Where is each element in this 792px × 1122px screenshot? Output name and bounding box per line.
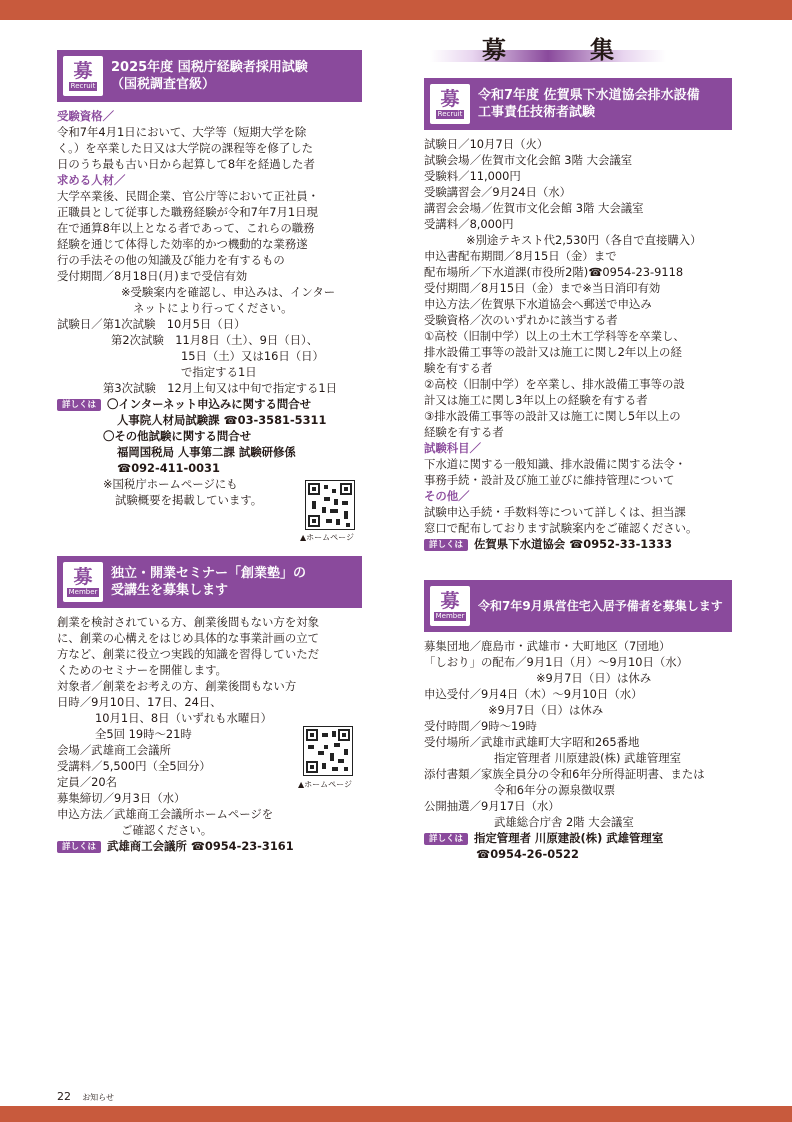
right-column bbox=[424, 78, 732, 552]
text-line: 受験資格／ bbox=[57, 109, 114, 123]
recruit-badge bbox=[430, 84, 470, 124]
badge-kanji: 募 bbox=[440, 88, 460, 110]
badge-kanji: 募 bbox=[73, 566, 93, 588]
text-line: 指定管理者 川原建設(株) 武雄管理室 bbox=[494, 751, 681, 765]
badge-kanji: 募 bbox=[440, 590, 460, 612]
contact-line bbox=[57, 838, 362, 854]
text-line: ご確認ください。 bbox=[121, 823, 213, 837]
text-line: 試験会場／佐賀市文化会館 3階 大会議室 bbox=[424, 153, 633, 167]
text-line: 申込方法／武雄商工会議所ホームページを bbox=[57, 807, 274, 821]
text-line: 申込書配布期間／8月15日（金）まで bbox=[424, 249, 617, 263]
left-column bbox=[57, 50, 362, 508]
text-line: 方など、創業に役立つ実践的知識を習得していただ bbox=[57, 647, 319, 661]
bottom-color-bar bbox=[0, 1106, 792, 1122]
qr-code-nta[interactable] bbox=[305, 480, 355, 530]
text-line: 行の手法その他の知識及び能力を有するもの bbox=[57, 253, 285, 267]
text-line: 受講料／8,000円 bbox=[424, 217, 514, 231]
text-line: 受験講習会／9月24日（水） bbox=[424, 185, 572, 199]
text-line: 験を有する者 bbox=[424, 361, 493, 375]
badge-label: Member bbox=[435, 612, 465, 620]
contact-line: 〇その他試験に関する問合せ bbox=[103, 429, 252, 443]
text-line: で指定する1日 bbox=[181, 365, 257, 379]
section-name: お知らせ bbox=[82, 1093, 114, 1102]
badge-label: Recruit bbox=[437, 110, 463, 118]
text-line: ※9月7日（日）は休み bbox=[488, 703, 604, 717]
text-line: 大学卒業後、民間企業、官公庁等において正社員・ bbox=[57, 189, 319, 203]
text-line: ③排水設備工事等の設計又は施工に関し5年以上の bbox=[424, 409, 681, 423]
article-body-housing bbox=[424, 638, 732, 862]
text-line: 受講料／5,500円（全5回分） bbox=[57, 759, 211, 773]
section-header bbox=[430, 30, 666, 66]
text-line: 試験日／10月7日（火） bbox=[424, 137, 549, 151]
text-line: 配布場所／下水道課(市役所2階)☎0954-23-9118 bbox=[424, 265, 684, 279]
qr-code-seminar[interactable] bbox=[303, 726, 353, 776]
text-line: 受付期間／8月15日（金）まで※当日消印有効 bbox=[424, 281, 661, 295]
article-subtitle: 工事責任技術者試験 bbox=[478, 105, 596, 120]
article-title: 独立・開業セミナー「創業塾」の bbox=[111, 566, 307, 581]
contact-line bbox=[424, 830, 732, 846]
details-label: 詳しくは bbox=[57, 841, 101, 853]
details-label: 詳しくは bbox=[424, 539, 468, 551]
article-header-tax-exam bbox=[57, 50, 362, 102]
text-line: 下水道に関する一般知識、排水設備に関する法令・ bbox=[424, 457, 686, 471]
text-line: 事務手続・設計及び施工並びに維持管理について bbox=[424, 473, 675, 487]
text-line: 受験料／11,000円 bbox=[424, 169, 521, 183]
contact-line: ☎092-411-0031 bbox=[117, 461, 220, 475]
text-line: に、創業の心構えをはじめ具体的な事業計画の立て bbox=[57, 631, 319, 645]
article-subtitle: 受講生を募集します bbox=[111, 583, 229, 598]
text-line: 募集団地／鹿島市・武雄市・大町地区（7団地） bbox=[424, 639, 671, 653]
badge-kanji: 募 bbox=[73, 60, 93, 82]
section-title: 募 集 bbox=[482, 36, 644, 64]
badge-label: Member bbox=[68, 588, 98, 596]
text-line: 受付場所／武雄市武雄町大字昭和265番地 bbox=[424, 735, 640, 749]
text-line: 創業を検討されている方、創業後間もない方を対象 bbox=[57, 615, 319, 629]
text-line: 経験を通じて体得した効率的かつ機動的な業務遂 bbox=[57, 237, 308, 251]
text-line: 日のうち最も古い日から起算して8年を経過した者 bbox=[57, 157, 315, 171]
right-column-2 bbox=[424, 580, 732, 862]
text-line: ②高校（旧制中学）を卒業し、排水設備工事等の設 bbox=[424, 377, 685, 391]
text-line: 排水設備工事等の設計又は施工に関し2年以上の経 bbox=[424, 345, 682, 359]
text-line: 対象者／創業をお考えの方、創業後間もない方 bbox=[57, 679, 297, 693]
text-line: 求める人材／ bbox=[57, 173, 126, 187]
text-line: 試験申込手続・手数料等について詳しくは、担当課 bbox=[424, 505, 686, 519]
qr-caption: ▲ホームページ bbox=[300, 533, 354, 542]
text-line: 受付期間／8月18日(月)まで受信有効 bbox=[57, 269, 248, 283]
article-body-tax-exam bbox=[57, 108, 362, 508]
text-line: 武雄総合庁舎 2階 大会議室 bbox=[494, 815, 634, 829]
text-line: 試験日／第1次試験 10月5日（日） bbox=[57, 317, 246, 331]
page-footer bbox=[57, 1090, 114, 1103]
contact-text: 指定管理者 川原建設(株) 武雄管理室 bbox=[474, 831, 664, 845]
details-label: 詳しくは bbox=[57, 399, 101, 411]
text-line: ※国税庁ホームページにも bbox=[103, 477, 238, 491]
contact-line: ☎0954-26-0522 bbox=[476, 847, 579, 861]
text-line: 計又は施工に関し3年以上の経験を有する者 bbox=[424, 393, 648, 407]
text-line: 定員／20名 bbox=[57, 775, 118, 789]
contact-text: 〇インターネット申込みに関する問合せ bbox=[107, 397, 312, 411]
text-line: 令和7年4月1日において、大学等（短期大学を除 bbox=[57, 125, 307, 139]
article-header-seminar bbox=[57, 556, 362, 608]
article-title: 令和7年度 佐賀県下水道協会排水設備 bbox=[478, 88, 700, 103]
qr-caption: ▲ホームページ bbox=[298, 780, 352, 789]
text-line: 受験資格／次のいずれかに該当する者 bbox=[424, 313, 618, 327]
text-line: ネットにより行ってください。 bbox=[133, 301, 293, 315]
member-badge bbox=[430, 586, 470, 626]
text-line: 10月1日、8日（いずれも水曜日） bbox=[95, 711, 273, 725]
article-header-sewer-exam bbox=[424, 78, 732, 130]
contact-line: 福岡国税局 人事第二課 試験研修係 bbox=[117, 445, 296, 459]
badge-label: Recruit bbox=[70, 82, 96, 90]
text-line: 正職員として従事した職務経験が令和7年7月1日現 bbox=[57, 205, 318, 219]
text-line: 窓口で配布しております試験案内をご確認ください。 bbox=[424, 521, 698, 535]
text-line: 募集締切／9月3日（水） bbox=[57, 791, 186, 805]
contact-line: 人事院人材局試験課 ☎03-3581-5311 bbox=[117, 413, 327, 427]
article-body-sewer-exam bbox=[424, 136, 732, 552]
text-line: 15日（土）又は16日（日） bbox=[181, 349, 324, 363]
text-line: くためのセミナーを開催します。 bbox=[57, 663, 227, 677]
article-title: 2025年度 国税庁経験者採用試験 bbox=[111, 60, 308, 75]
text-line: 会場／武雄商工会議所 bbox=[57, 743, 171, 757]
text-line: ※別途テキスト代2,530円（各自で直接購入） bbox=[466, 233, 702, 247]
text-line: 申込方法／佐賀県下水道協会へ郵送で申込み bbox=[424, 297, 652, 311]
text-line: 在で通算8年以上となる者であって、これらの職務 bbox=[57, 221, 315, 235]
text-line: 経験を有する者 bbox=[424, 425, 504, 439]
top-color-bar bbox=[0, 0, 792, 20]
left-column-2 bbox=[57, 556, 362, 854]
text-line: 第3次試験 12月上旬又は中旬で指定する1日 bbox=[103, 381, 338, 395]
recruit-badge bbox=[63, 56, 103, 96]
text-line: 講習会会場／佐賀市文化会館 3階 大会議室 bbox=[424, 201, 644, 215]
text-line: ①高校（旧制中学）以上の土木工学科等を卒業し、 bbox=[424, 329, 685, 343]
article-header-housing bbox=[424, 580, 732, 632]
article-title: 令和7年9月県営住宅入居予備者を募集します bbox=[478, 598, 723, 613]
text-line: 「しおり」の配布／9月1日（月）～9月10日（水） bbox=[424, 655, 689, 669]
text-line: 令和6年分の源泉徴収票 bbox=[494, 783, 616, 797]
contact-text: 武雄商工会議所 ☎0954-23-3161 bbox=[107, 839, 294, 853]
member-badge bbox=[63, 562, 103, 602]
text-line: 第2次試験 11月8日（土）、9日（日）、 bbox=[111, 333, 319, 347]
details-label: 詳しくは bbox=[424, 833, 468, 845]
text-line: ※9月7日（日）は休み bbox=[536, 671, 652, 685]
text-line: その他／ bbox=[424, 489, 470, 503]
page-number: 22 bbox=[57, 1090, 71, 1103]
contact-text: 佐賀県下水道協会 ☎0952-33-1333 bbox=[474, 537, 673, 551]
text-line: 日時／9月10日、17日、24日、 bbox=[57, 695, 222, 709]
contact-line bbox=[57, 396, 362, 412]
text-line: 全5回 19時～21時 bbox=[95, 727, 192, 741]
text-line: 受付時間／9時～19時 bbox=[424, 719, 537, 733]
text-line: 公開抽選／9月17日（水） bbox=[424, 799, 560, 813]
contact-line bbox=[424, 536, 732, 552]
text-line: 試験概要を掲載しています。 bbox=[115, 493, 263, 507]
text-line: 申込受付／9月4日（木）～9月10日（水） bbox=[424, 687, 643, 701]
text-line: 添付書類／家族全員分の令和6年分所得証明書、または bbox=[424, 767, 705, 781]
text-line: 試験科目／ bbox=[424, 441, 481, 455]
text-line: く。）を卒業した日又は大学院の課程等を修了した bbox=[57, 141, 314, 155]
article-subtitle: （国税調査官級） bbox=[111, 77, 216, 92]
text-line: ※受験案内を確認し、申込みは、インター bbox=[121, 285, 336, 299]
